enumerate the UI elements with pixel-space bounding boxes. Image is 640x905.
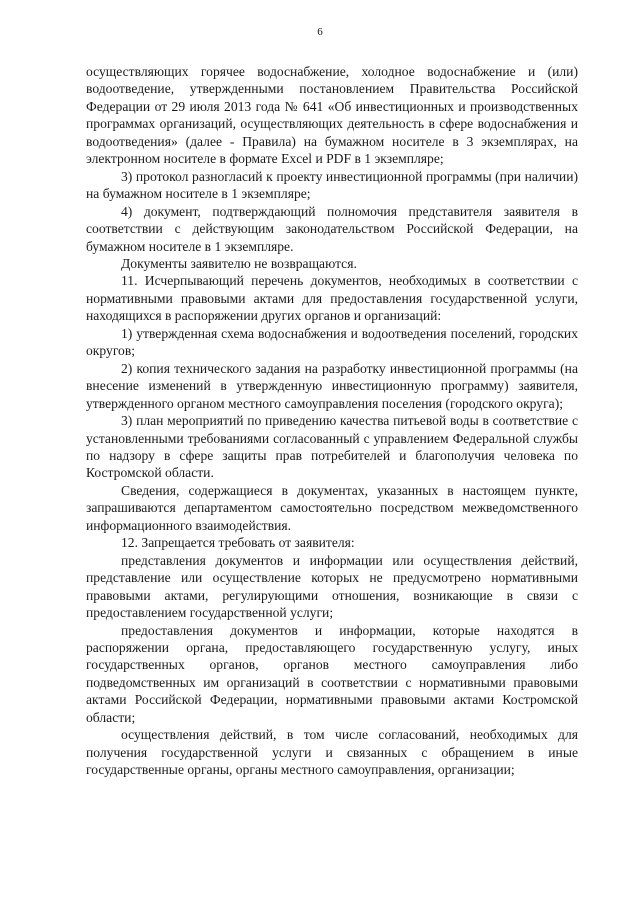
paragraph: 4) документ, подтверждающий полномочия представителя заявителя в соответствии с действующим законодательством Российской Федерации, на бумажном носителе в 1 экземпляре. [86, 203, 578, 254]
paragraph: 12. Запрещается требовать от заявителя: [121, 535, 355, 551]
document-body [86, 63, 578, 779]
paragraph: осуществляющих горячее водоснабжение, холодное водоснабжение и (или) водоотведение, утвержденными постановлением Правительства Российской Федерации от 29 июля 2013 года № 641 «Об инвестиционных и производственных программах организаций, осуществляющих деятельность в сфере водоснабжения и водоотведения» (далее - Правила) на бумажном носителе в 3 экземплярах, на электронном носителе в формате Excel и PDF в 1 экземпляре; [86, 64, 578, 167]
paragraph: Документы заявителю не возвращаются. [121, 255, 357, 271]
page-number: 6 [317, 26, 323, 38]
paragraph: 11. Исчерпывающий перечень документов, необходимых в соответствии с нормативными правовыми актами для предоставления государственной услуги, находящихся в распоряжении других органов и организаций: [86, 273, 578, 324]
list-item: 3) план мероприятий по приведению качества питьевой воды в соответствие с установленными требованиями согласованный с управлением Федеральной службы по надзору в сфере защиты прав потребителей и благополучия человека по Костромской области. [86, 413, 578, 481]
list-item: 2) копия технического задания на разработку инвестиционной программы (на внесение изменений в утвержденную инвестиционную программу) заявителя, утвержденного органом местного самоуправления поселения (городского округа); [86, 360, 578, 411]
paragraph: предоставления документов и информации, которые находятся в распоряжении органа, предоставляющего государственную услугу, иных государственных органов, органов местного самоуправления либо подведомственных им организаций в соответствии с нормативными правовыми актами Российской Федерации, нормативными правовыми актами Костромской области; [86, 622, 578, 725]
paragraph: Сведения, содержащиеся в документах, указанных в настоящем пункте, запрашиваются департаментом самостоятельно посредством межведомственного информационного взаимодействия. [86, 482, 578, 533]
paragraph: представления документов и информации или осуществления действий, представление или осуществление которых не предусмотрено нормативными правовыми актами, регулирующими отношения, возникающие в связи с предоставлением государственной услуги; [86, 552, 578, 621]
paragraph: 3) протокол разногласий к проекту инвестиционной программы (при наличии) на бумажном носителе в 1 экземпляре; [86, 168, 578, 202]
list-item: 1) утвержденная схема водоснабжения и водоотведения поселений, городских округов; [86, 325, 578, 359]
paragraph: осуществления действий, в том числе согласований, необходимых для получения государственной услуги и связанных с обращением в иные государственные органы, органы местного самоуправления, организации; [86, 727, 578, 778]
